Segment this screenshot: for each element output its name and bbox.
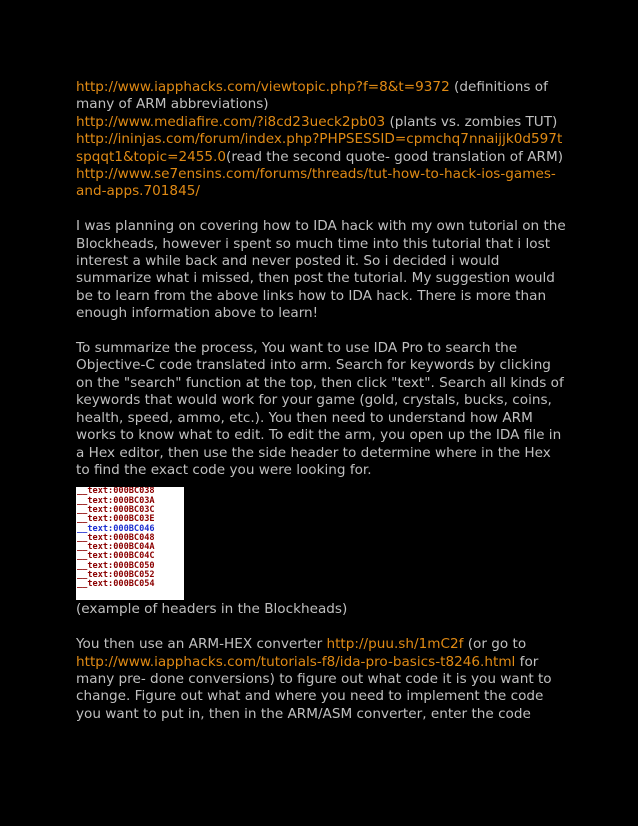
link-iapphacks-tutorial[interactable]: http://www.iapphacks.com/tutorials-f8/ida-pro-basics-t8246.html: [76, 653, 516, 670]
link-mediafire[interactable]: http://www.mediafire.com/?i8cd23ueck2pb03: [76, 113, 386, 130]
paragraph-intro: I was planning on covering how to IDA hack with my own tutorial on the Blockheads, however i spent so much time into this tutorial that i lost interest a while back and never posted it. So i decided i would summarize what i missed, then post the tutorial. My suggestion would be to learn from the above links how to IDA hack. There is more than enough information above to learn!: [76, 218, 566, 322]
code-row: __text:000BC048: [77, 532, 155, 543]
link-iapphacks-viewtopic[interactable]: http://www.iapphacks.com/viewtopic.php?f=8&t=9372: [76, 79, 450, 95]
code-row: __text:000BC03C: [77, 504, 155, 515]
code-row: __text:000BC038: [77, 487, 155, 497]
link-ininjas-forum[interactable]: http://ininjas.com/forum/index.php?PHPSESSID=cpmchq7nnaijjk0d597tspqqt1&topic=2455.0: [76, 131, 563, 165]
link-puush[interactable]: http://puu.sh/1mC2f: [326, 636, 464, 653]
code-row: __text:000BC052: [77, 569, 155, 580]
code-row-selected: __text:000BC046: [77, 523, 155, 534]
link-note: (read the second quote- good translation of ARM): [226, 148, 564, 165]
text-run: (or go to: [463, 636, 527, 653]
code-row: __text:000BC050: [77, 560, 155, 571]
document-body: [76, 79, 566, 723]
code-row: __text:000BC054: [77, 579, 155, 590]
link-note: (plants vs. zombies TUT): [385, 113, 558, 130]
code-row: __text:000BC03A: [77, 495, 155, 506]
code-row: __text:000BC04A: [77, 542, 155, 553]
text-run: You then use an ARM-HEX converter: [76, 636, 327, 653]
link-note: (definitions of many of ARM abbreviations): [76, 79, 548, 113]
paragraph-converter: [76, 636, 566, 723]
reference-links: [76, 79, 566, 201]
image-caption: (example of headers in the Blockheads): [76, 601, 348, 618]
code-row: __text:000BC03E: [77, 514, 155, 525]
code-row: __text:000BC04C: [77, 551, 155, 562]
text-run: for many pre- done conversions) to figure out what code it is you want to change. Figure out what and where you need to implement the code you want to put in, then in the ARM/ASM converter, enter the code: [76, 653, 552, 722]
paragraph-process: To summarize the process, You want to use IDA Pro to search the Objective-C code translated into arm. Search for keywords by clicking on the "search" function at the top, then click "text". Search all kinds of keywords that would work for your game (gold, crystals, bucks, coins, health, speed, ammo, etc.). You then need to understand how ARM works to know what to edit. To edit the arm, you open up the IDA file in a Hex editor, then use the side header to determine where in the Hex to find the exact code you were looking for.: [76, 340, 564, 478]
ida-headers-screenshot: [76, 487, 184, 600]
link-se7ensins[interactable]: http://www.se7ensins.com/forums/threads/tut-how-to-hack-ios-games-and-apps.701845/: [76, 166, 556, 200]
